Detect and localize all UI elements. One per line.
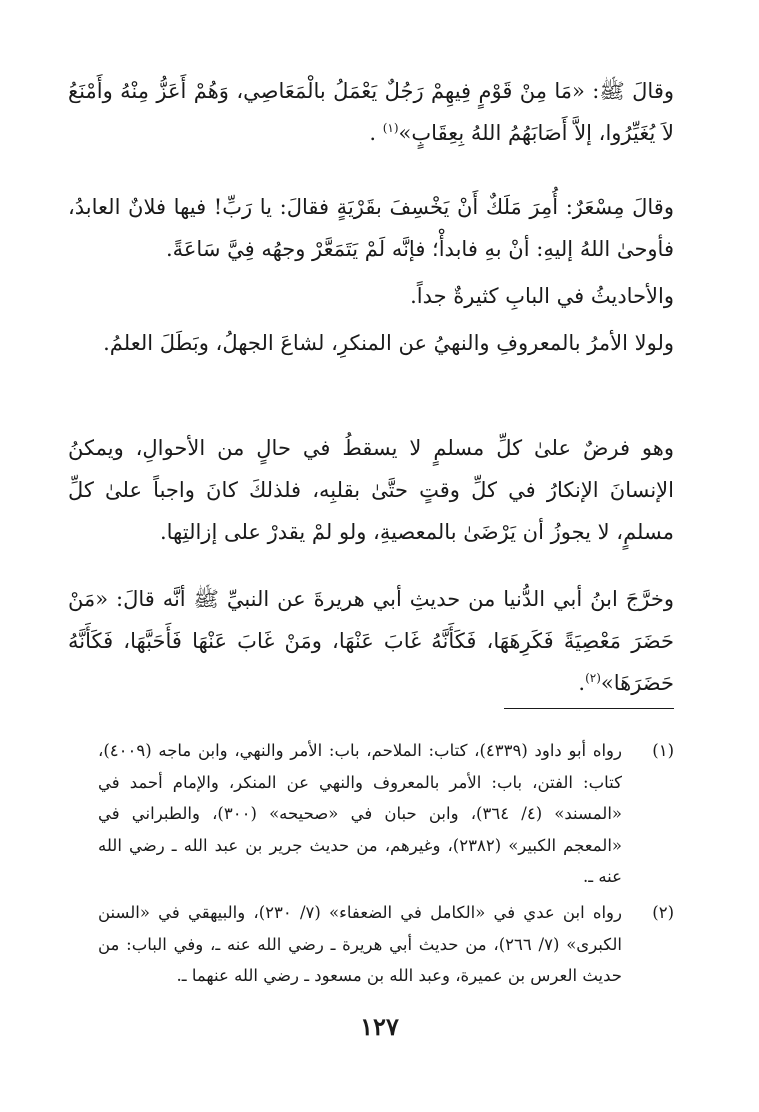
footnote-number: (٢) [652, 903, 674, 922]
page-number: ١٢٧ [360, 1012, 399, 1041]
footnote-divider [504, 708, 674, 709]
footnote-1 [98, 735, 674, 893]
paragraph-end: . [369, 121, 383, 145]
paragraph-text: وقالَ مِسْعَرٌ: أُمِرَ مَلَكٌ أَنْ يَخْسِفَ بقَرْيَةٍ فقالَ: يا رَبِّ! فيها فلانٌ العابدُ، فأوحىٰ اللهُ إليهِ: أنْ بهِ فابدأْ؛ فإنَّه لَمْ يَتَمَعَّرْ وجهُه فِيَّ سَاعَةً. [68, 195, 674, 261]
paragraph-text: والأحاديثُ في البابِ كثيرةٌ جداً. [410, 284, 674, 308]
paragraph-obligation [68, 427, 674, 553]
paragraph-hadith-sinners [68, 70, 674, 154]
footnote-text: رواه أبو داود (٤٣٣٩)، كتاب: الملاحم، باب: الأمر والنهي، وابن ماجه (٤٠٠٩)، كتاب: الفتن، باب: الأمر بالمعروف والنهي عن المنكر، والإمام أحمد في «المسند» (٤/ ٣٦٤)، وابن حبان في «صحيحه» (٣٠٠)، والطبراني في «المعجم الكبير» (٢٣٨٢)، وغيرهم، من حديث جرير بن عبد الله ـ رضي الله عنه ـ. [98, 741, 623, 886]
paragraph-text: ولولا الأمرُ بالمعروفِ والنهيُ عن المنكرِ، لشاعَ الجهلُ، وبَطَلَ العلمُ. [103, 331, 674, 355]
footnote-ref-2[interactable]: (٢) [585, 671, 601, 685]
footnote-ref-1[interactable]: (١) [382, 121, 399, 135]
footnote-2 [98, 897, 674, 992]
paragraph-text: وخرَّجَ ابنُ أبي الدُّنيا من حديثِ أبي هريرةَ عن النبيِّ ﷺ أنَّه قالَ: «مَنْ حَضَرَ مَعْصِيَةً فَكَرِهَهَا، فَكَأَنَّهُ غَابَ عَنْهَا، ومَنْ غَابَ عَنْهَا فَأَحَبَّهَا، فَكَأَنَّهُ حَضَرَهَا» [68, 587, 674, 695]
footnote-number: (١) [652, 741, 674, 760]
footnote-text: رواه ابن عدي في «الكامل في الضعفاء» (٧/ ٢٣٠)، والبيهقي في «السنن الكبرى» (٧/ ٢٦٦)، من حديث أبي هريرة ـ رضي الله عنه ـ، وفي الباب: من حديث العرس بن عميرة، وعبد الله بن مسعود ـ رضي الله عنهما ـ. [98, 903, 623, 985]
paragraph-enjoining-good [68, 322, 674, 364]
paragraph-ibn-abi-dunya [68, 578, 674, 704]
paragraph-end: . [578, 671, 586, 695]
paragraph-text: وهو فرضٌ علىٰ كلِّ مسلمٍ لا يسقطُ في حالٍ من الأحوالِ، ويمكنُ الإنسانَ الإنكارُ في كلِّ وقتٍ حتَّىٰ بقلبِه، فلذلكَ كانَ واجباً علىٰ كلِّ مسلمٍ، لا يجوزُ أن يَرْضَىٰ بالمعصيةِ، ولو لمْ يقدرْ على إزالتِها. [68, 436, 674, 544]
paragraph-misar [68, 186, 674, 270]
paragraph-text: وقالَ ﷺ: «مَا مِنْ قَوْمٍ فِيهِمْ رَجُلٌ يَعْمَلُ بالْمَعَاصِي، وَهُمْ أَعَزُّ مِنْهُ وأَمْنَعُ لاَ يُغَيِّرُوا، إلاَّ أَصَابَهُمُ اللهُ بِعِقَابٍ» [68, 79, 674, 145]
paragraph-many-hadiths [68, 275, 674, 317]
